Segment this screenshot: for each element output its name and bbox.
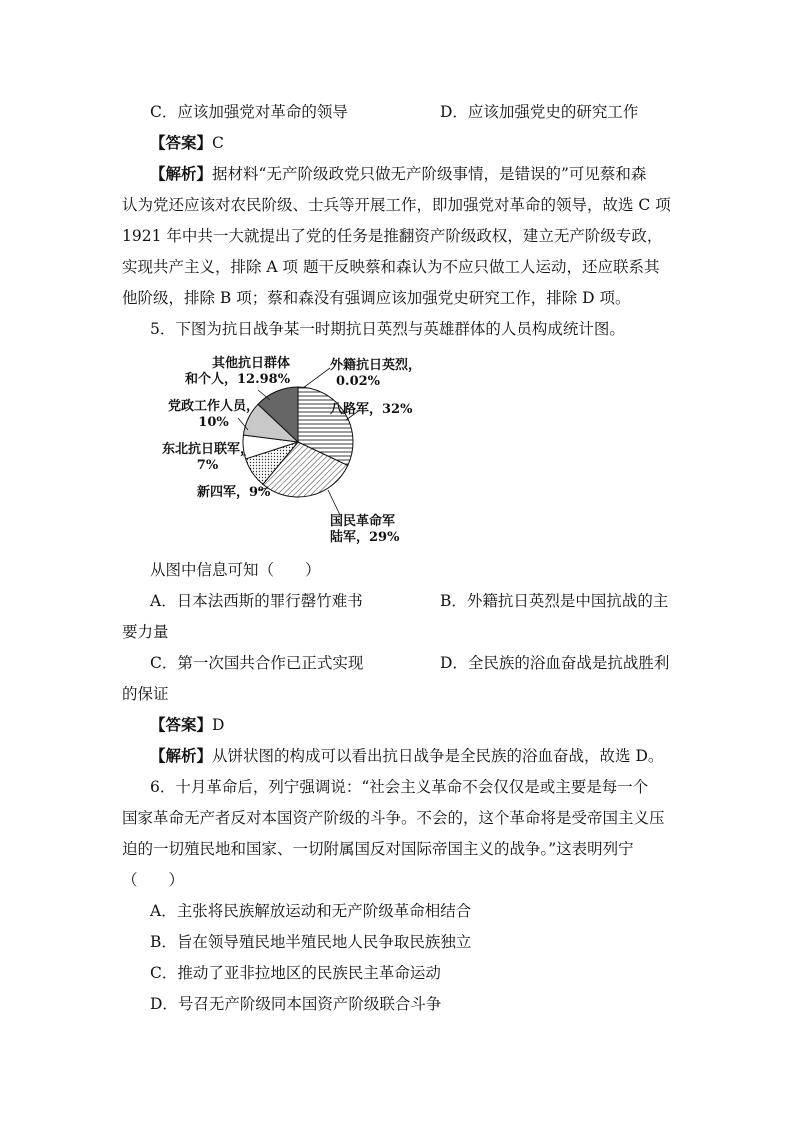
label-line: 陆军，29% [330,530,400,545]
question-prompt: 从图中信息可知（ ） [150,561,321,579]
analysis-line [150,746,710,766]
label-line: 党政工作人员， [168,399,260,414]
pie-chart [150,350,450,545]
option-c: C．第一次国共合作已正式实现 [150,654,364,672]
label-8th-route [330,402,412,418]
option-b: B．旨在领导殖民地半殖民地人民争取民族独立 [150,933,472,951]
label-nra [330,514,399,546]
label-line: 0.02% [336,374,381,389]
answer-line [150,715,710,735]
label-line: 外籍抗日英烈， [330,358,422,373]
label-line: 7% [196,458,219,473]
question-stem: 迫的一切殖民地和国家、一切附属国反对国际帝国主义的战争。”这表明列宁 [122,840,634,858]
option-b: B．外籍抗日英烈是中国抗战的主 [440,592,669,610]
analysis-line: 他阶级，排除 B 项；蔡和森没有强调应该加强党史研究工作，排除 D 项。 [122,289,631,307]
answer-tag: 【答案】 [150,133,213,152]
analysis-text: 据材料“无产阶级政党只做无产阶级事情，是错误的”可见蔡和森 [212,165,647,183]
question-stem: 5．下图为抗日战争某一时期抗日英烈与英雄群体的人员构成统计图。 [150,320,625,338]
answer-tag: 【答案】 [150,715,213,734]
answer-line [150,133,710,153]
analysis-line: 认为党还应该对农民阶级、士兵等开展工作，即加强党对革命的领导，故选 C 项 [122,196,671,214]
option-d: D．应该加强党史的研究工作 [440,103,639,121]
label-foreign [330,358,421,390]
question-stem: 国家革命无产者反对本国资产阶级的斗争。不会的，这个革命将是受帝国主义压 [122,809,665,827]
label-n4a [197,485,270,501]
label-line: 其他抗日群体 [212,356,291,371]
option-d-cont: 的保证 [122,685,169,703]
label-line: 国民革命军 [330,514,396,529]
analysis-line [150,164,710,184]
option-d: D．号召无产阶级同本国资产阶级联合斗争 [150,995,442,1013]
label-line: 和个人，12.98% [185,372,291,387]
label-line: 新四军，9% [197,485,271,500]
label-line: 东北抗日联军， [162,442,254,457]
analysis-line: 1921 年中共一大就提出了党的任务是推翻资产阶级政权，建立无产阶级专政， [122,227,663,245]
leader-line-2 [328,490,340,515]
option-a: A．日本法西斯的罪行罄竹难书 [150,592,363,610]
question-stem: （ ） [122,871,185,889]
option-b-cont: 要力量 [122,623,169,641]
analysis-line: 实现共产主义，排除 A 项 题干反映蔡和森认为不应只做工人运动，还应联系其 [122,258,660,276]
analysis-tag: 【解析】 [150,746,213,765]
answer-value: C [212,134,224,152]
analysis-text: 从饼状图的构成可以看出抗日战争是全民族的浴血奋战，故选 D。 [212,747,664,765]
label-line: 10% [198,415,229,430]
label-line: 八路军，32% [330,402,413,417]
option-c: C．推动了亚非拉地区的民族民主革命运动 [150,964,441,982]
leader-line-0 [303,368,330,388]
answer-value: D [212,716,225,734]
label-ne-army [162,442,253,474]
label-party-staff [168,399,259,431]
option-a: A．主张将民族解放运动和无产阶级革命相结合 [150,902,472,920]
question-stem: 6．十月革命后，列宁强调说：“社会主义革命不会仅仅是或主要是每一个 [150,778,649,796]
label-other [185,356,290,388]
option-d: D．全民族的浴血奋战是抗战胜利 [440,654,670,672]
analysis-tag: 【解析】 [150,164,213,183]
option-c: C．应该加强党对革命的领导 [150,103,348,121]
